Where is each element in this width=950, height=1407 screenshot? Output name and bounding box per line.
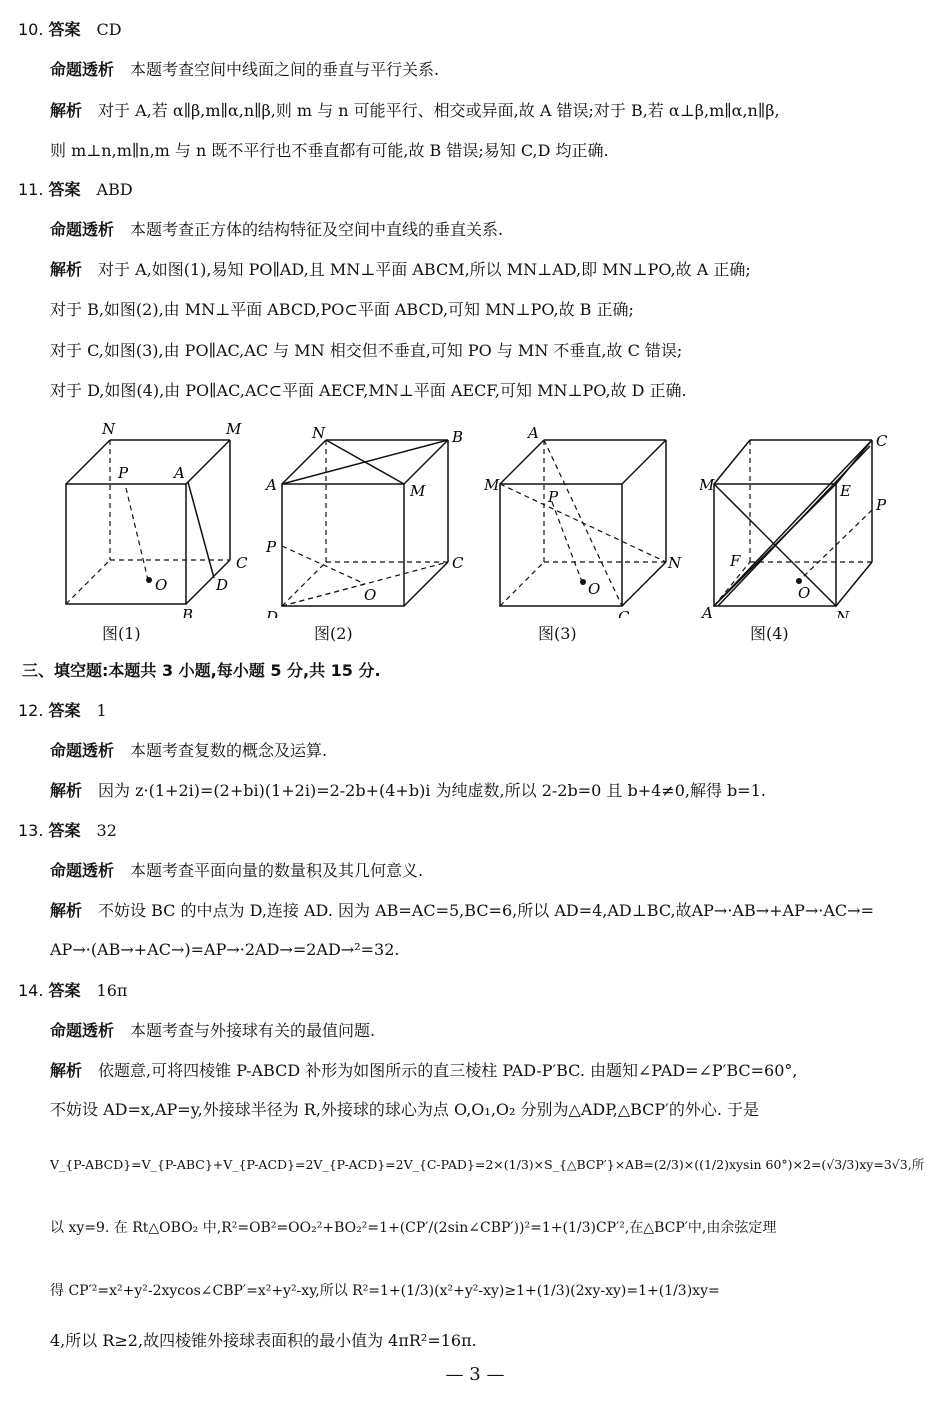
fig4-label-E: E [840, 482, 851, 500]
q11-analysis-3: 对于 C,如图(3),由 PO∥AC,AC 与 MN 相交但不垂直,可知 PO 与 MN 不垂直,故 C 错误; [50, 341, 683, 360]
q14-number: 14. [18, 981, 49, 1000]
fig2-label-O: O [364, 586, 377, 604]
q10-analysis-1: 对于 A,若 α∥β,m∥α,n∥β,则 m 与 n 可能平行、相交或异面,故 A 错误;对于 B,若 α⊥β,m∥α,n∥β, [98, 101, 780, 120]
q10-answer: CD [96, 20, 122, 39]
q13-analysis-line-1 [50, 899, 874, 923]
fig1-label-B: B [182, 606, 194, 618]
fig1-label-A: A [174, 464, 185, 482]
figure-2-caption: 图(2) [314, 624, 353, 643]
fig1-label-C: C [236, 554, 248, 572]
q11-analysis-1: 对于 A,如图(1),易知 PO∥AD,且 MN⊥平面 ABCM,所以 MN⊥AD,即 MN⊥PO,故 A 正确; [98, 260, 751, 279]
figure-1-cube [60, 418, 260, 618]
fig3-label-O: O [588, 580, 601, 598]
section-3-title: 三、填空题:本题共 3 小题,每小题 5 分,共 15 分. [22, 661, 381, 680]
q12-insight-line [50, 739, 327, 763]
q12-answer-label: 答案 [48, 701, 81, 720]
figure-3-caption: 图(3) [538, 624, 577, 643]
q14-analysis-3: V_{P-ABCD}=V_{P-ABC}+V_{P-ACD}=2V_{P-ACD}=2V_{C-PAD}=2×(1/3)×S_{△BCP′}×AB=(2/3)×((1/2)xysin 60°)×2=(√3/3)xy=3√3,所 [50, 1157, 925, 1172]
q12-insight: 本题考查复数的概念及运算. [130, 741, 328, 760]
q11-analysis-label: 解析 [50, 260, 83, 279]
fig4-label-O: O [798, 584, 811, 602]
figure-3-cube [484, 418, 684, 618]
q10-analysis-line-1 [50, 99, 780, 123]
q11-analysis-2: 对于 B,如图(2),由 MN⊥平面 ABCD,PO⊂平面 ABCD,可知 MN⊥PO,故 B 正确; [50, 300, 634, 319]
q14-analysis-2: 不妨设 AD=x,AP=y,外接球半径为 R,外接球的球心为点 O,O₁,O₂ 分别为△ADP,△BCP′的外心. 于是 [50, 1100, 759, 1119]
figure-4-caption: 图(4) [750, 624, 789, 643]
figure-4-cube [700, 418, 900, 618]
fig2-label-C: C [452, 554, 464, 572]
q14-analysis-5: 得 CP′²=x²+y²-2xycos∠CBP′=x²+y²-xy,所以 R²=1+(1/3)(x²+y²-xy)≥1+(1/3)(2xy-xy)=1+(1/3)xy= [50, 1283, 720, 1299]
q14-insight-line [50, 1019, 375, 1043]
q10-header [18, 18, 122, 42]
q14-answer-label: 答案 [48, 981, 81, 1000]
q14-analysis-line-1 [50, 1059, 797, 1083]
q11-answer-label: 答案 [48, 180, 81, 199]
fig1-label-O: O [155, 576, 168, 594]
q13-analysis-2: AP→·(AB→+AC→)=AP→·2AD→=2AD→²=32. [50, 940, 400, 959]
q11-header [18, 178, 133, 202]
fig1-label-M: M [226, 420, 242, 438]
q10-number: 10. [18, 20, 49, 39]
q12-analysis-1: 因为 z·(1+2i)=(2+bi)(1+2i)=2-2b+(4+b)i 为纯虚数,所以 2-2b=0 且 b+4≠0,解得 b=1. [98, 781, 766, 800]
figure-2-cube [262, 418, 472, 618]
fig3-label-P: P [548, 488, 559, 506]
q14-answer: 16π [96, 981, 128, 1000]
q13-number: 13. [18, 821, 49, 840]
fig1-label-P: P [118, 464, 129, 482]
fig4-label-N: N [836, 608, 850, 618]
figure-2 [262, 418, 472, 643]
q13-insight-label: 命题透析 [50, 861, 115, 880]
q10-analysis-2: 则 m⊥n,m∥n,m 与 n 既不平行也不垂直都有可能,故 B 错误;易知 C,D 均正确. [50, 141, 609, 160]
q12-analysis-label: 解析 [50, 781, 83, 800]
fig2-label-N: N [312, 424, 326, 442]
q14-insight-label: 命题透析 [50, 1021, 115, 1040]
q12-answer: 1 [96, 701, 107, 720]
q14-header [18, 979, 127, 1003]
fig4-label-F: F [730, 552, 741, 570]
fig4-label-A: A [702, 604, 713, 618]
figure-1 [60, 418, 260, 643]
q10-analysis-label: 解析 [50, 101, 83, 120]
q14-analysis-label: 解析 [50, 1061, 83, 1080]
figure-4 [700, 418, 900, 643]
q13-insight-line [50, 859, 423, 883]
q13-insight: 本题考查平面向量的数量积及其几何意义. [130, 861, 424, 880]
page-number: — 3 — [445, 1364, 505, 1385]
q14-analysis-4: 以 xy=9. 在 Rt△OBO₂ 中,R²=OB²=OO₂²+BO₂²=1+(CP′/(2sin∠CBP′))²=1+(1/3)CP′²,在△BCP′中,由余弦定理 [50, 1220, 777, 1236]
fig1-label-N: N [102, 420, 116, 438]
q10-insight-label: 命题透析 [50, 60, 115, 79]
fig1-label-D: D [216, 576, 229, 594]
fig3-label-N: N [668, 554, 682, 572]
q13-analysis-1: 不妨设 BC 的中点为 D,连接 AD. 因为 AB=AC=5,BC=6,所以 AD=4,AD⊥BC,故AP→·AB→+AP→·AC→= [98, 901, 874, 920]
q11-insight-label: 命题透析 [50, 220, 115, 239]
fig2-label-A: A [266, 476, 277, 494]
fig3-label-M: M [484, 476, 500, 494]
q14-analysis-1: 依题意,可将四棱锥 P-ABCD 补形为如图所示的直三棱柱 PAD-P′BC. 由题知∠PAD=∠P′BC=60°, [98, 1061, 798, 1080]
q13-header [18, 819, 117, 843]
q11-answer: ABD [96, 180, 133, 199]
q10-answer-label: 答案 [48, 20, 81, 39]
q13-analysis-label: 解析 [50, 901, 83, 920]
q11-number: 11. [18, 180, 49, 199]
q14-analysis-6: 4,所以 R≥2,故四棱锥外接球表面积的最小值为 4πR²=16π. [50, 1331, 477, 1350]
q13-answer: 32 [96, 821, 117, 840]
fig2-label-P: P [266, 538, 277, 556]
fig4-label-C: C [876, 432, 888, 450]
fig4-label-P: P [876, 496, 887, 514]
fig2-label-B: B [452, 428, 464, 446]
q12-header [18, 699, 107, 723]
q12-analysis-line-1 [50, 779, 766, 803]
figure-3 [484, 418, 684, 643]
fig2-label-D: D [266, 608, 279, 618]
q11-insight-line [50, 218, 503, 242]
fig3-label-C: C [618, 608, 630, 618]
q11-analysis-line-1 [50, 258, 751, 282]
q14-insight: 本题考查与外接球有关的最值问题. [130, 1021, 376, 1040]
fig3-label-A: A [528, 424, 539, 442]
q10-insight: 本题考查空间中线面之间的垂直与平行关系. [130, 60, 440, 79]
fig4-label-M: M [700, 476, 715, 494]
q13-answer-label: 答案 [48, 821, 81, 840]
q10-insight-line [50, 58, 439, 82]
fig2-label-M: M [410, 482, 426, 500]
q11-analysis-4: 对于 D,如图(4),由 PO∥AC,AC⊂平面 AECF,MN⊥平面 AECF,可知 MN⊥PO,故 D 正确. [50, 381, 687, 400]
figure-1-caption: 图(1) [102, 624, 141, 643]
q11-insight: 本题考查正方体的结构特征及空间中直线的垂直关系. [130, 220, 504, 239]
q12-number: 12. [18, 701, 49, 720]
q12-insight-label: 命题透析 [50, 741, 115, 760]
